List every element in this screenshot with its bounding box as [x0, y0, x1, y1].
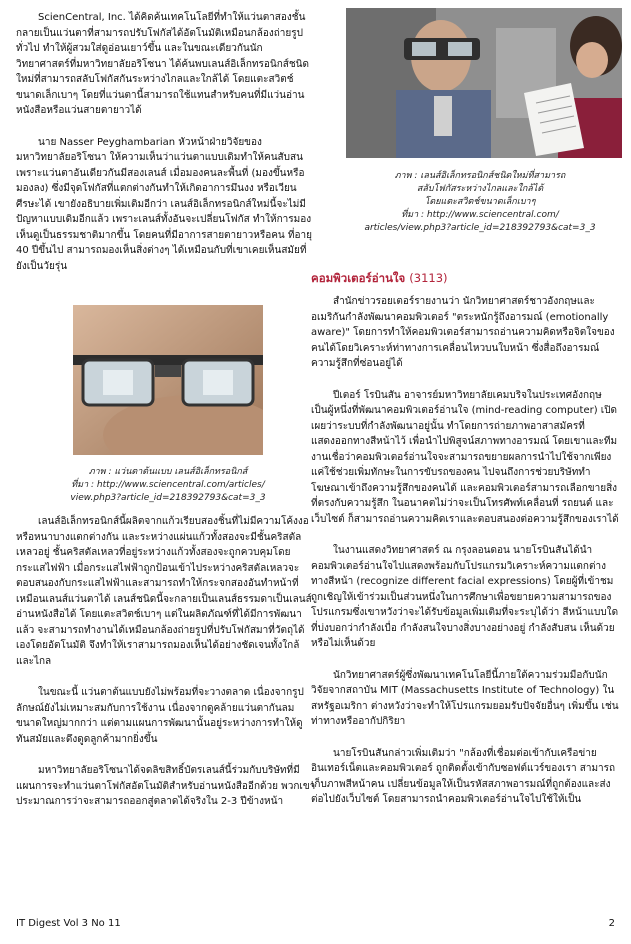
- caption-line: articles/view.php3?article_id=218392793&cat=3_3: [364, 223, 596, 233]
- publication-footer: IT Digest Vol 3 No 11: [16, 918, 121, 929]
- article-paragraph: ในงานแสดงวิทยาศาสตร์ ณ กรุงลอนดอน นายโรบินสันได้นำคอมพิวเตอร์อ่านใจไปแสดงพร้อมกับโปรแกรมวิเคราะห์ความแตกต่างทางสีหน้า (recognize different facial expressions) โดยผู้ที่เข้าชมถูกเชิญให้เข้าร่วมเป็นส่วนหนึ่งในการศึกษาเพื่อขยายความสามารถของโปรแกรมซึ่งเขาหวังว่าจะได้รับข้อมูลเพิ่มเติมที่จะระบุได้ว่า สีหน้าแบบใดที่บ่งบอกว่ากำลังเบื่อ กำลังสนใจบางสิ่งบางอย่างอยู่ กำลังสับสน เห็นด้วยหรือไม่เห็นด้วย: [311, 545, 619, 649]
- article-paragraph: นายโรบินสันกล่าวเพิ่มเติมว่า "กล้องที่เชื่อมต่อเข้ากับเครือข่ายอินเทอร์เน็ตและคอมพิวเตอร์ ถูกติดตั้งเข้ากับซอฟต์แวร์ของเรา สามารถเก็บภาพสีหน้าคน เปลี่ยนข้อมูลให้เป็นรหัสสภาพอารมณ์ที่ถูกต้องและส่งต่อไปยังเว็บไซต์ โดยสามารถนำคอมพิวเตอร์อ่านใจไปใช้ให้เป็น: [311, 747, 616, 805]
- caption-line: ที่มา : http://www.sciencentral.com/articles/: [71, 480, 265, 490]
- article-paragraph: ScienCentral, Inc. ได้คิดค้นเทคโนโลยีที่ทำให้แว่นตาสองชั้น กลายเป็นแว่นตาที่สามารถปรับโฟกัสได้อัตโนมัติเหมือนกล้องถ่ายรูปทั่วไป ทำให้ผู้สวมใส่ดูอ่อนเยาว์ขึ้น และในขณะเดียวกันนักวิทยาศาสตร์ที่มหาวิทยาลัยอริโซนา ได้ค้นพบเลนส์อิเล็กทรอนิกส์ชนิดใหม่ที่สามารถสลับโฟกัสกันระหว่างไกลและใกล้ได้ โดยแตะสวิตช์ขนาดเล็กเบาๆ โดยที่แว่นตานี้สามารถใช้แทนสำหรับคนที่มีแว่นอ่านหนังสือหรือแว่นสายตายาวได้: [16, 12, 309, 116]
- article-paragraph: ในขณะนี้ แว่นตาต้นแบบยังไม่พร้อมที่จะวางตลาด เนื่องจากรูปลักษณ์ยังไม่เหมาะสมกับการใช้งาน เนื่องจากดูคล้ายแว่นตากันลมขนาดใหญ่มากกว่า แต่ตามแผนการพัฒนานั้นอยู่ระหว่างการทำให้ดูทันสมัยและดึงดูดลูกค้ามากยิ่งขึ้น: [16, 687, 304, 745]
- caption-line: ภาพ : แว่นตาต้นแบบ เลนส์อิเล็กทรอนิกส์: [88, 467, 248, 477]
- caption-line: ที่มา : http://www.sciencentral.com/: [401, 210, 559, 220]
- caption-line: โดยแตะสวิตช์ขนาดเล็กเบาๆ: [424, 197, 536, 207]
- caption-line: view.php3?article_id=218392793&cat=3_3: [70, 493, 266, 503]
- page-number: 2: [608, 918, 615, 929]
- section-title: คอมพิวเตอร์อ่านใจ: [311, 271, 406, 285]
- article-paragraph: สำนักข่าวรอยเตอร์รายงานว่า นักวิทยาศาสตร์ชาวอังกฤษและอเมริกันกำลังพัฒนาคอมพิวเตอร์ "ตระหนักรู้ถึงอารมณ์ (emotionally aware)" โดยการทำให้คอมพิวเตอร์สามารถอ่านความคิดหรือจิตใจของคนได้โดยวิเคราะห์ท่าทางการเคลื่อนไหวบนใบหน้า ซึ่งสื่อถึงอารมณ์ความรู้สึกที่ซ่อนอยู่ได้: [311, 296, 615, 369]
- article-paragraph: เลนส์อิเล็กทรอนิกส์นี้ผลิตจากแก้วเรียบสองชิ้นที่ไม่มีความโค้งงอหรือหนาบางแตกต่างกัน และระหว่างแผ่นแก้วทั้งสองจะมีชั้นคริสตัลเหลวอยู่ ชั้นคริสตัลเหลวที่อยู่ระหว่างแก้วทั้งสองจะถูกควบคุมโดยกระแสไฟฟ้า เมื่อกระแสไฟฟ้าถูกป้อนเข้าไประหว่างคริสตัลเหลวจะตอบสนองกับกระแสไฟฟ้าและสามารถทำให้กระจกสองอันทำหน้าที่เหมือนเลนส์แว่นตาได้ เลนส์ชนิดนี้จะกลายเป็นเลนส์ธรรมดาเป็นเลนส์อ่านหนังสือได้ โดยแตะสวิตช์เบาๆ แต่ในผลิตภัณฑ์ที่ได้มีการพัฒนาแล้ว จะสามารถทำงานได้เหมือนกล้องถ่ายรูปที่ปรับโฟกัสมาที่วัตถุได้เองโดยอัตโนมัติ จึงทำให้เราสามารถมองเห็นได้อย่างชัดเจนทั้งใกล้และไกล: [16, 516, 312, 667]
- article-paragraph: นาย Nasser Peyghambarian หัวหน้าฝ่ายวิจัยของมหาวิทยาลัยอริโซนา ให้ความเห็นว่าแว่นตาแบบเดิมทำให้คนสับสน เพราะแว่นตาอันเดียวกันมีสองเลนส์ เมื่อมองคนละพื้นที่ (มองขึ้นหรือมองลง) ซึ่งมีจุดโฟกัสที่แตกต่างกันทำให้เกิดอาการมึนงง หรือเวียนศีรษะได้ เขายังอธิบายเพิ่มเติมอีกว่า เลนส์อิเล็กทรอนิกส์ใหม่นี้จะไม่มีปัญหาแบบเดิมอีกแล้ว เพราะเลนส์ทั้งอันจะเปลี่ยนโฟกัส ทำให้การมองเห็นดูเป็นธรรมชาติมากขึ้น โดยคนที่มีอาการสายตายาวหรือคน ที่อายุ 40 ปีขึ้นไป สามารถมองเห็นสิ่งต่างๆ ได้เหมือนกับที่เขาเคยเห็นสมัยที่ยังเป็นวัยรุ่น: [16, 136, 313, 272]
- section-heading: [311, 270, 448, 288]
- left-column-top: [16, 10, 316, 290]
- caption-line: สลับโฟกัสระหว่างไกลและใกล้ได้: [416, 184, 544, 194]
- prototype-glasses-caption: [60, 466, 276, 505]
- right-column: [311, 294, 621, 824]
- article-paragraph: ปีเตอร์ โรบินสัน อาจารย์มหาวิทยาลัยเคมบริจในประเทศอังกฤษ เป็นผู้หนึ่งที่พัฒนาคอมพิวเตอร์อ่านใจ (mind-reading computer) เปิดเผยว่าระบบที่กำลังพัฒนาอยู่นั้น ทำโดยการถ่ายภาพอาสาสมัครที่แสดงออกทางสีหน้าไว้ เพื่อนำไปพิสูจน์สภาพทางอารมณ์ โดยเขาและทีมงานเชื่อว่าคอมพิวเตอร์อ่านใจจะสามารถขยายผลการนำไปใช้จากเพียงแค่ใช้ช่วยเพิ่มทักษะในการขับรถของคน ไปจนถึงการช่วยบริษัททำโฆษณาเข้าถึงความรู้สึกของคนได้ และคอมพิวเตอร์สามารถเลือกขายสิ่งที่ตรงกับความรู้สึก ในอนาคตไม่ว่าจะเป็นโทรศัพท์เคลื่อนที่ รถยนต์ และเว็บไซต์ ก็สามารถอ่านความคิดเราและตอบสนองต่อความรู้สึกของเราได้: [311, 389, 619, 525]
- section-code: (3113): [409, 271, 448, 285]
- article-paragraph: นักวิทยาศาสตร์ผู้ซึ่งพัฒนาเทคโนโลยีนี้ภายใต้ความร่วมมือกับนักวิจัยจากสถาบัน MIT (Massachusetts Institute of Technology) ในสหรัฐอเมริกา ต่างหวังว่าจะทำให้โปรแกรมยอมรับปัจจัยอื่นๆ เพิ่มขึ้น เช่น ท่าทางหรืออากัปกิริยา: [311, 669, 619, 727]
- left-column-bottom: [16, 514, 316, 826]
- caption-line: ภาพ : เลนส์อิเล็กทรอนิกส์ชนิดใหม่ที่สามารถ: [394, 171, 566, 181]
- article-paragraph: มหาวิทยาลัยอริโซนาได้จดลิขสิทธิ์บัตรเลนส์นี้ร่วมกับบริษัทที่มีแผนการจะทำแว่นตาโฟกัสอัตโนมัติสำหรับอ่านหนังสืออีกด้วย พวกเขาประมาณการว่าจะสามารถออกสู่ตลาดได้จริงใน 2-3 ปีข้างหน้า: [16, 765, 316, 807]
- prototype-glasses-photo: [73, 305, 263, 455]
- glasses-demo-caption: [330, 170, 630, 235]
- glasses-demo-photo: [346, 8, 622, 158]
